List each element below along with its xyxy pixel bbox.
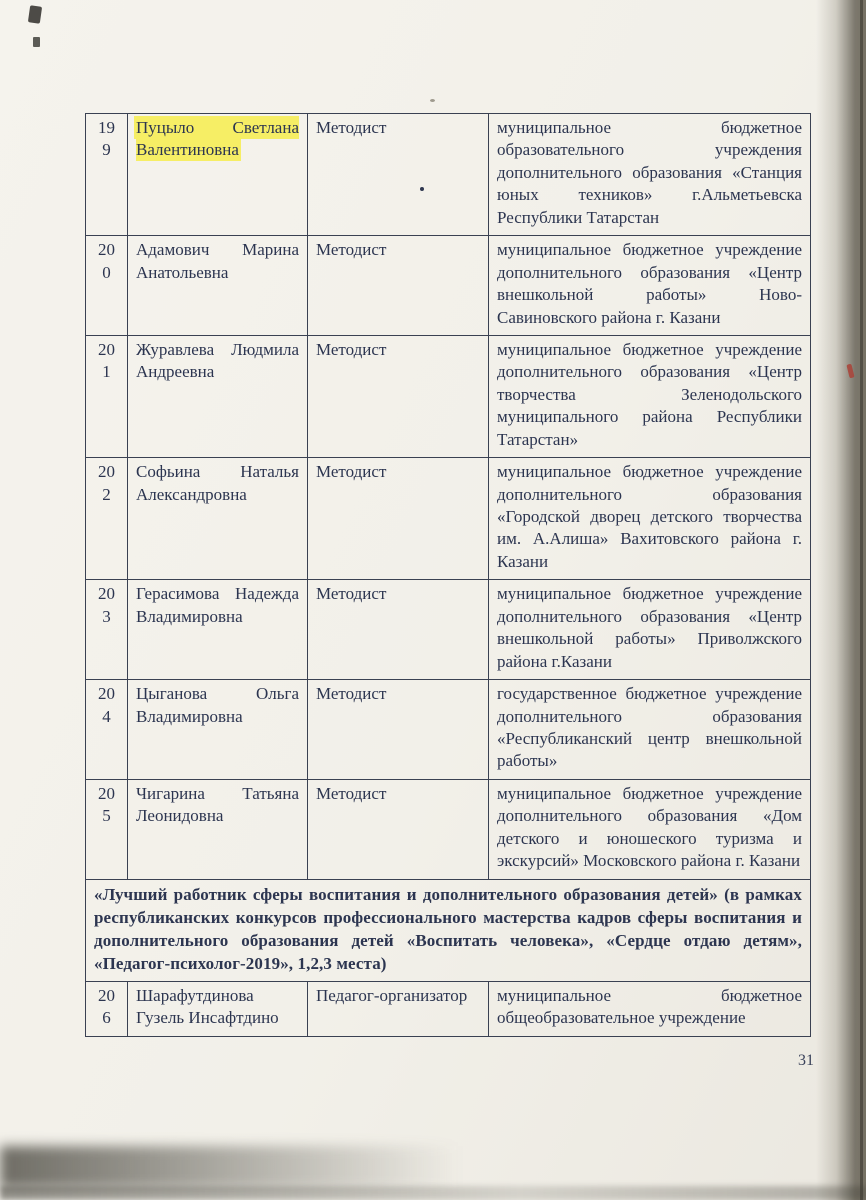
position: Методист xyxy=(308,580,489,680)
person-name: Журавлева Людмила Андреевна xyxy=(128,335,308,457)
row-number: 205 xyxy=(86,779,128,879)
person-name: Софьина Наталья Александровна xyxy=(128,458,308,580)
page-number: 31 xyxy=(798,1052,814,1069)
organization: муниципальное бюджетное образовательного учреждения дополнительного образования «Станция юных техников» г.Альметьевска Республики Татарстан xyxy=(489,114,811,236)
row-number: 206 xyxy=(86,982,128,1037)
organization: муниципальное бюджетное учреждение дополнительного образования «Центр внешкольной работы» Приволжского района г.Казани xyxy=(489,580,811,680)
position: Методист xyxy=(308,680,489,780)
person-name: Чигарина Татьяна Леонидовна xyxy=(128,779,308,879)
organization: муниципальное бюджетное учреждение дополнительного образования «Дом детского и юношеского туризма и экскурсий» Московского района г. Казани xyxy=(489,779,811,879)
scan-stray-dot xyxy=(430,99,435,102)
table-row xyxy=(86,779,811,879)
row-number: 200 xyxy=(86,236,128,336)
scan-red-mark xyxy=(846,364,854,379)
table-row xyxy=(86,236,811,336)
organization: государственное бюджетное учреждение дополнительного образования «Республиканский центр внешкольной работы» xyxy=(489,680,811,780)
table-row xyxy=(86,335,811,457)
row-number: 201 xyxy=(86,335,128,457)
awards-table xyxy=(85,113,811,1037)
person-name: Герасимова Надежда Владимировна xyxy=(128,580,308,680)
table-row xyxy=(86,458,811,580)
position: Методист xyxy=(308,114,489,236)
scan-bottom-shadow xyxy=(0,1186,866,1200)
organization: муниципальное бюджетное учреждение дополнительного образования «Центр творчества Зеленодольского муниципального района Республики Татарстан» xyxy=(489,335,811,457)
scan-edge-shadow xyxy=(816,0,866,1200)
position: Методист xyxy=(308,458,489,580)
table-row xyxy=(86,580,811,680)
person-name: Цыганова Ольга Владимировна xyxy=(128,680,308,780)
person-name: Адамович Марина Анатольевна xyxy=(128,236,308,336)
table-row xyxy=(86,982,811,1037)
row-number: 199 xyxy=(86,114,128,236)
position: Педагог-организатор xyxy=(308,982,489,1037)
position: Методист xyxy=(308,236,489,336)
scan-artifact-mark xyxy=(33,37,40,47)
table-row xyxy=(86,680,811,780)
section-header: «Лучший работник сферы воспитания и дополнительного образования детей» (в рамках республиканских конкурсов профессионального мастерства кадров сферы воспитания и дополнительного образования детей «Воспитать человека», «Сердце отдаю детям», «Педагог-психолог-2019», 1,2,3 места) xyxy=(86,879,811,981)
table-row xyxy=(86,114,811,236)
position: Методист xyxy=(308,335,489,457)
organization: муниципальное бюджетное учреждение дополнительного образования «Городской дворец детского творчества им. А.Алиша» Вахитовского района г. Казани xyxy=(489,458,811,580)
position: Методист xyxy=(308,779,489,879)
person-name xyxy=(128,114,308,236)
person-name: Шарафутдинова Гузель Инсафтдино xyxy=(128,982,308,1037)
row-number: 202 xyxy=(86,458,128,580)
row-number: 204 xyxy=(86,680,128,780)
scan-artifact-mark xyxy=(28,5,42,24)
section-header-row xyxy=(86,879,811,981)
scan-edge-line xyxy=(860,0,863,1200)
organization: муниципальное бюджетное учреждение дополнительного образования «Центр внешкольной работы» Ново-Савиновского района г. Казани xyxy=(489,236,811,336)
row-number: 203 xyxy=(86,580,128,680)
organization: муниципальное бюджетное общеобразовательное учреждение xyxy=(489,982,811,1037)
scan-bottom-shadow xyxy=(0,1146,460,1188)
highlighted-name: Пуцыло Светлана Валентиновна xyxy=(136,118,299,160)
